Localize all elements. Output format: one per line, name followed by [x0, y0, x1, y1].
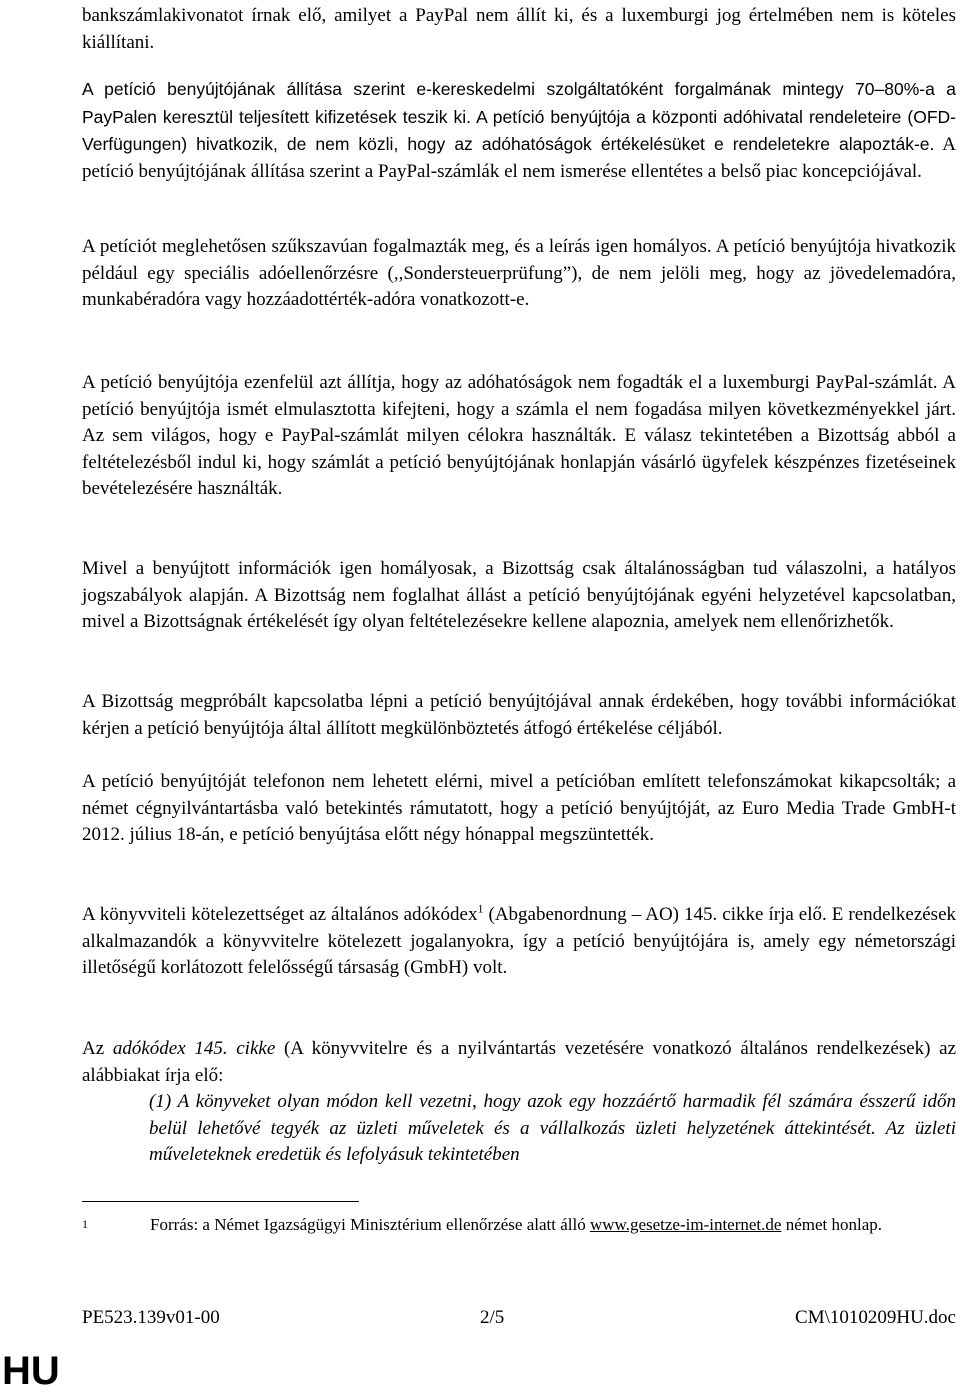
footnote-reference: 1 [477, 901, 484, 916]
footnote-link[interactable]: www.gesetze-im-internet.de [589, 1215, 782, 1234]
paragraph-8-start: Az [82, 1038, 113, 1059]
paragraph-7 [82, 902, 956, 982]
paragraph-1-main: A petíció benyújtójának állítása szerint e-kereskedelmi szolgáltatóként forgalmának mintegy 70–80%-a a PayPalen keresztül teljesített kifizetések teszik ki. A petíció benyújtója a központi adóhivatal rendeleteire (OFD-Verfügungen) hivatkozik, de nem közli, hogy az adóhatóságok értékelésüket e rendeletekre alapozták-e. [82, 79, 956, 154]
paragraph-8-italic: adókódex 145. cikke [112, 1038, 276, 1059]
paragraph-1 [82, 76, 956, 185]
language-tag: HU [2, 1349, 60, 1393]
footnote-text-start: Forrás: a Német Igazságügyi Minisztérium ellenőrzése alatt álló [150, 1215, 590, 1234]
footnote [82, 1213, 956, 1236]
paragraph-7-start: A könyvviteli kötelezettséget az általános adókódex [82, 904, 478, 925]
footer-doc-code: PE523.139v01-00 [82, 1307, 220, 1328]
footnote-text [150, 1213, 956, 1236]
footer-page-number: 2/5 [480, 1307, 505, 1328]
paragraph-6: A petíció benyújtóját telefonon nem lehetett elérni, mivel a petícióban említett telefonszámokat kikapcsolták; a német cégnyilvántartásba való betekintés rámutatott, hogy a petíció benyújtóját, az Euro Media Trade GmbH-t 2012. július 18-án, e petíció benyújtása előtt négy hónappal megszüntették. [82, 771, 956, 845]
footnote-text-end: német honlap. [781, 1215, 883, 1234]
paragraph-5: A Bizottság megpróbált kapcsolatba lépni a petíció benyújtójával annak érdekében, hogy további információkat kérjen a petíció benyújtója által állított megkülönböztetés átfogó értékelése céljából. [82, 691, 956, 739]
footnote-divider [82, 1201, 359, 1202]
paragraph-3: A petíció benyújtója ezenfelül azt állítja, hogy az adóhatóságok nem fogadták el a luxemburgi PayPal-számlát. A petíció benyújtója ismét elmulasztotta kifejteni, hogy a számla el nem fogadása milyen következményekkel járt. Az sem világos, hogy e PayPal-számlát milyen célokra használták. E válasz tekintetében a Bizottság abból a feltételezésből indul ki, hogy számlát a petíció benyújtójának honlapján vásárló ügyfelek készpénzes fizetéseinek bevételezésére használták. [82, 372, 956, 499]
legal-quote: (1) A könyveket olyan módon kell vezetni, hogy azok egy hozzáértő harmadik fél számára ésszerű időn belül lehetővé tegyék az üzleti műveletek és a vállalkozás üzleti helyzetének áttekintését. Az üzleti műveleteknek eredetük és lefolyásuk tekintetében [149, 1091, 956, 1165]
paragraph-7-end: (Abgabenordnung – AO) 145. cikke írja elő. E rendelkezések alkalmazandók a könyvvitelre kötelezett jogalanyokra, így a petíció benyújtójára is, amely egy németországi illetőségű korlátozott felelősségű társaság (GmbH) volt. [82, 904, 957, 978]
paragraph-8 [82, 1036, 956, 1089]
paragraph-2: A petíciót meglehetősen szűkszavúan fogalmazták meg, és a leírás igen homályos. A petíció benyújtója hivatkozik például egy speciális adóellenőrzésre (,,Sondersteuerprüfung”), de nem jelöli meg, hogy az jövedelemadóra, munkabéradóra vagy hozzáadottérték-adóra vonatkozott-e. [82, 236, 956, 310]
paragraph-4: Mivel a benyújtott információk igen homályosak, a Bizottság csak általánosságban tud válaszolni, a hatályos jogszabályok alapján. A Bizottság nem foglalhat állást a petíció benyújtójának egyéni helyzetével kapcsolatban, mivel a Bizottságnak értékelését így olyan feltételezésekre kellene alapoznia, amelyek nem ellenőrizhetők. [82, 558, 956, 632]
footnote-number: 1 [82, 1217, 88, 1231]
footer-file-name: CM\1010209HU.doc [795, 1307, 956, 1328]
paragraph-8-end: (A könyvvitelre és a nyilvántartás vezetésére vonatkozó általános rendelkezések) az alábbiakat írja elő: [82, 1038, 957, 1086]
paragraph-0: bankszámlakivonatot írnak elő, amilyet a PayPal nem állít ki, és a luxemburgi jog értelmében nem is köteles kiállítani. [82, 5, 956, 53]
paragraph-1-tail: A petíció benyújtójának állítása szerint a PayPal-számlák el nem ismerése ellentétes a belső piac koncepciójával. [82, 134, 956, 182]
